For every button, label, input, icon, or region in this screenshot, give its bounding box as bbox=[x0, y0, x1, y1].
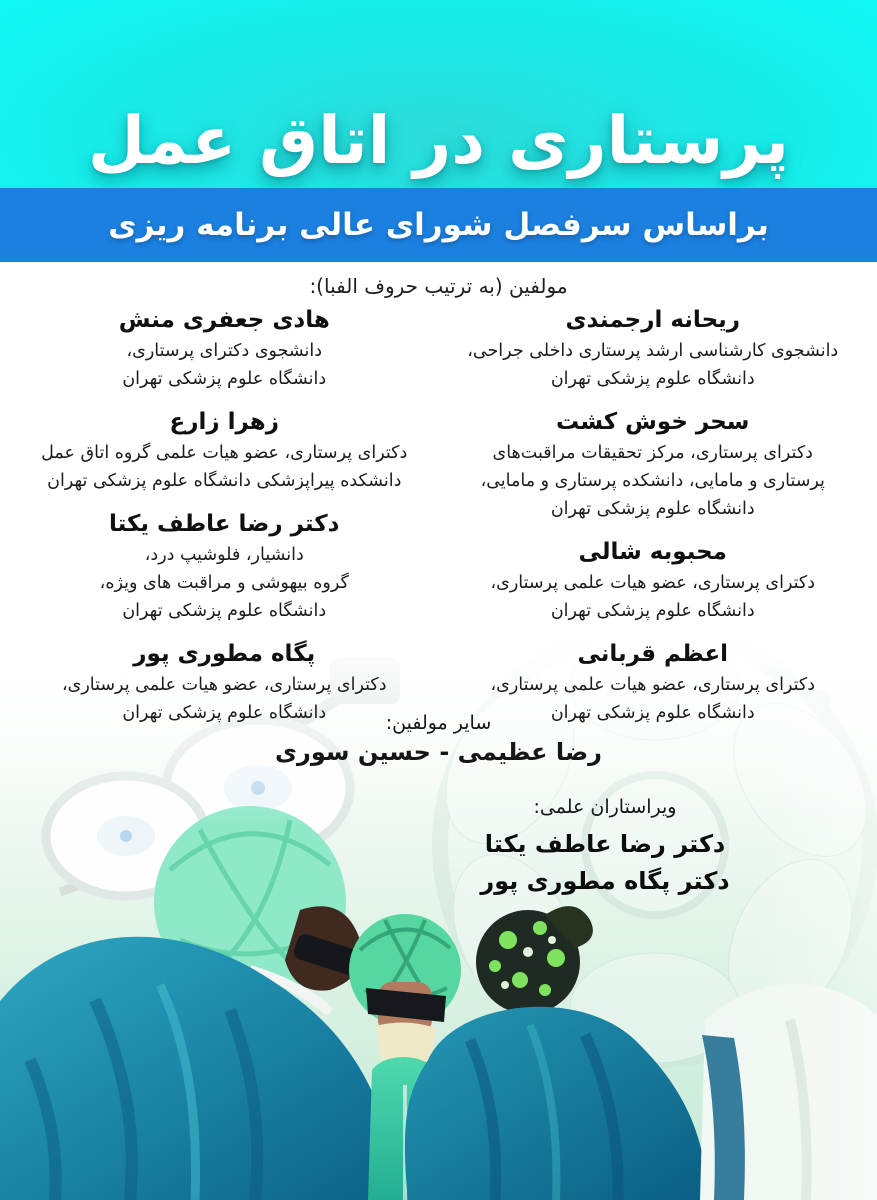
author-detail: گروه بیهوشی و مراقبت های ویژه، bbox=[99, 573, 349, 593]
author-detail: دکترای پرستاری، عضو هیات علمی گروه اتاق عمل bbox=[41, 443, 408, 463]
editors-section bbox=[435, 796, 775, 900]
authors-section bbox=[0, 262, 877, 727]
author-entry bbox=[443, 536, 864, 625]
author-detail: دکترای پرستاری، مرکز تحقیقات مراقبت‌های bbox=[492, 443, 813, 463]
authors-heading: مولفین (به ترتیب حروف الفبا): bbox=[309, 274, 568, 298]
page-subtitle: براساس سرفصل شورای عالی برنامه ریزی bbox=[108, 207, 769, 243]
author-entry bbox=[14, 508, 435, 625]
author-detail: دکترای پرستاری، عضو هیات علمی پرستاری، bbox=[490, 573, 816, 593]
author-name: زهرا زارع bbox=[169, 409, 279, 435]
author-detail: دانشگاه علوم پزشکی تهران bbox=[122, 601, 327, 621]
author-detail: دانشگاه علوم پزشکی تهران bbox=[550, 601, 755, 621]
other-authors-names: رضا عظیمی - حسین سوری bbox=[275, 738, 602, 766]
author-detail: دانشگاه علوم پزشکی تهران bbox=[550, 499, 755, 519]
author-detail: دانشگاه علوم پزشکی تهران bbox=[550, 703, 755, 723]
author-name: دکتر رضا عاطف یکتا bbox=[109, 511, 340, 537]
author-entry bbox=[14, 406, 435, 495]
editor-name: دکتر پگاه مطوری پور bbox=[480, 867, 730, 895]
author-detail: دانشگاه علوم پزشکی تهران bbox=[122, 369, 327, 389]
author-detail: دانشجوی دکترای پرستاری، bbox=[126, 341, 323, 361]
editors-heading: ویراستاران علمی: bbox=[533, 796, 677, 818]
subtitle-band bbox=[0, 188, 877, 262]
author-detail: دانشگاه علوم پزشکی تهران bbox=[122, 703, 327, 723]
author-detail: دانشیار، فلوشیپ درد، bbox=[144, 545, 304, 565]
author-name: پگاه مطوری پور bbox=[133, 641, 316, 667]
author-name: سحر خوش کشت bbox=[556, 409, 750, 435]
editor-name: دکتر رضا عاطف یکتا bbox=[484, 830, 726, 858]
page-title: پرستاری در اتاق عمل bbox=[87, 102, 790, 179]
author-name: محبوبه شالی bbox=[578, 539, 727, 565]
author-name: اعظم قربانی bbox=[577, 641, 729, 667]
other-authors-heading: سایر مولفین: bbox=[385, 712, 492, 734]
author-detail: دکترای پرستاری، عضو هیات علمی پرستاری، bbox=[61, 675, 387, 695]
title-band bbox=[0, 0, 877, 188]
author-entry bbox=[443, 406, 864, 523]
author-detail: پرستاری و مامایی، دانشکده پرستاری و مامایی، bbox=[480, 471, 825, 491]
author-detail: دانشجوی کارشناسی ارشد پرستاری داخلی جراحی، bbox=[467, 341, 839, 361]
author-detail: دکترای پرستاری، عضو هیات علمی پرستاری، bbox=[490, 675, 816, 695]
author-entry bbox=[14, 304, 435, 393]
authors-column-right bbox=[443, 304, 864, 727]
author-name: ریحانه ارجمندی bbox=[565, 307, 741, 333]
authors-columns bbox=[0, 298, 877, 727]
authors-column-left bbox=[14, 304, 435, 727]
author-detail: دانشگاه علوم پزشکی تهران bbox=[550, 369, 755, 389]
author-detail: دانشکده پیراپزشکی دانشگاه علوم پزشکی تهران bbox=[47, 471, 402, 491]
author-entry bbox=[443, 304, 864, 393]
author-name: هادی جعفری منش bbox=[118, 307, 330, 333]
